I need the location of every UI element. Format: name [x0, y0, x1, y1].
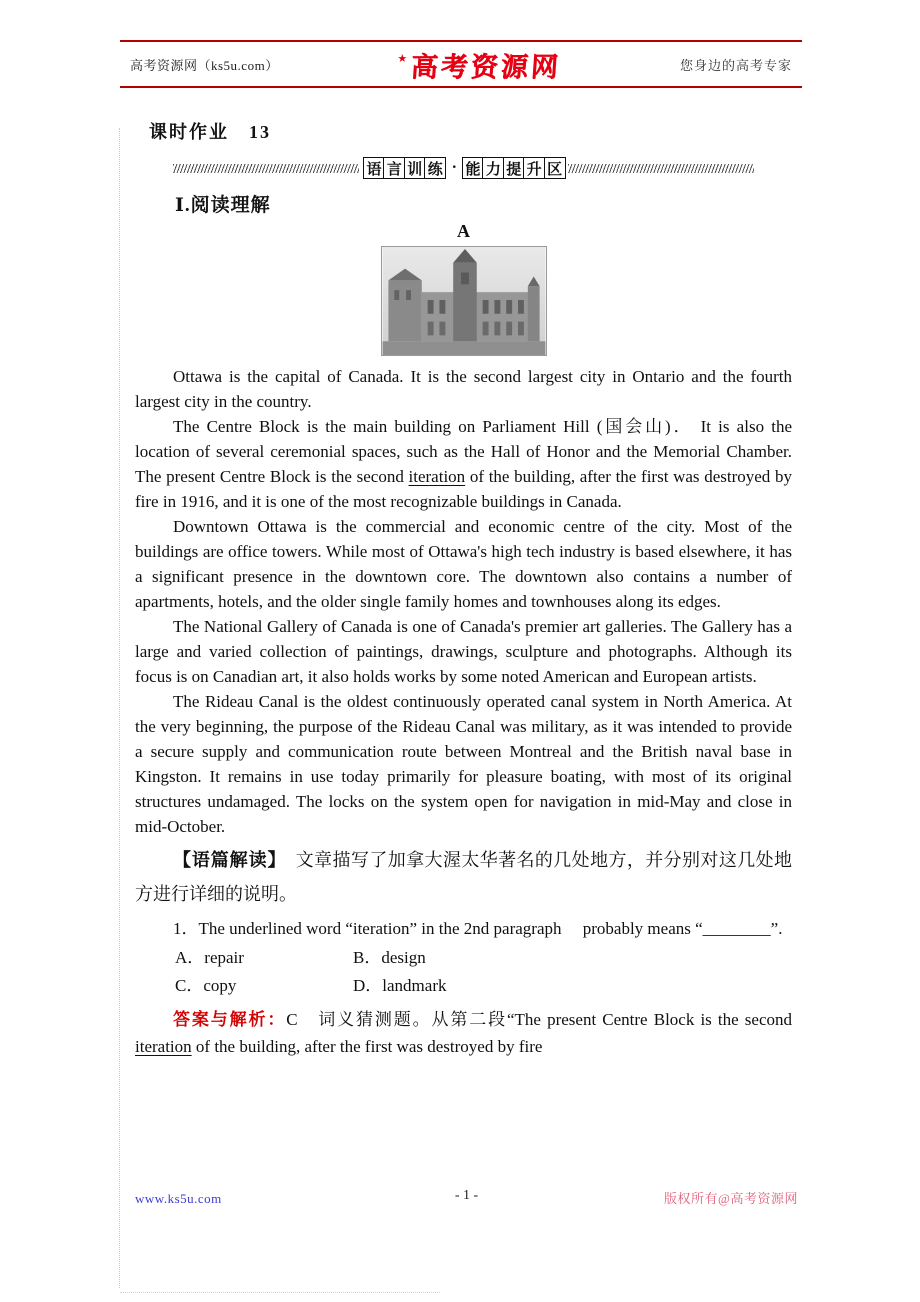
- site-logo: [397, 45, 561, 84]
- banner-char: 练: [424, 157, 446, 179]
- answer-text: of the building, after the first was destroyed by fire: [191, 1037, 543, 1056]
- banner-char: 训: [404, 157, 426, 179]
- banner-char: 提: [503, 157, 525, 179]
- answer-text: C 词义猜测题。从第二段“The present Centre Block is the second: [286, 1010, 793, 1029]
- banner-char: 升: [523, 157, 545, 179]
- banner-char: 区: [544, 157, 566, 179]
- passage-paragraph-4: The National Gallery of Canada is one of Canada's premier art galleries. The Gallery has a large and varied collection of paintings, drawings, sculpture and photographs. Although its focus is on Canadian art, it also holds works by some noted American and European artists.: [135, 617, 792, 686]
- underlined-word-iteration: iteration: [408, 467, 466, 486]
- document-body: [135, 118, 792, 1060]
- logo-text: 高考资源网: [410, 51, 563, 82]
- answer-explanation: [135, 1006, 792, 1060]
- section-heading-reading: Ⅰ.阅读理解: [175, 195, 271, 216]
- scan-artifact-bottom-line: [120, 1292, 440, 1293]
- page-header: [120, 40, 802, 88]
- banner-char: 力: [482, 157, 504, 179]
- passage-label: A: [457, 221, 470, 241]
- paragraph-2-text: The Centre Block is the main building on Parliament Hill (国会山)． It is also the location of several ceremonial spaces, such as the Hall of Honor and the Memorial Chamber. The present Centre Block is the second: [135, 417, 792, 486]
- passage-paragraph-5: The Rideau Canal is the oldest continuously operated canal system in North America. At the very beginning, the purpose of the Rideau Canal was military, as it was intended to provide a secure supply and communication route between Montreal and the British naval base in Kingston. It remains in use today primarily for pleasure boating, with most of its original structures undamaged. The locks on the system open for navigation in mid-May and close in mid-October.: [135, 692, 792, 836]
- option-b: B．design: [353, 948, 426, 967]
- footer-site-url: www.ks5u.com: [135, 1191, 222, 1206]
- option-a: A．repair: [175, 948, 244, 967]
- banner-char: 语: [363, 157, 385, 179]
- option-row: [175, 944, 792, 972]
- paragraph-2-text: of the building, after the first was destroyed by fire in 1916, and it is one of the most recognizable buildings in Canada.: [135, 467, 792, 511]
- question-1-stem: 1．The underlined word “iteration” in the 2nd paragraph probably means “________”.: [173, 919, 783, 938]
- scan-artifact-left-line: [119, 128, 120, 1288]
- passage-paragraph-1: Ottawa is the capital of Canada. It is the second largest city in Ontario and the fourth largest city in the country.: [135, 367, 792, 411]
- logo-star-icon: ★: [397, 52, 408, 65]
- page-title: 课时作业 13: [149, 122, 271, 142]
- analysis-label: 【语篇解读】: [173, 850, 278, 870]
- passage-analysis: [135, 843, 792, 911]
- section-banner: [173, 156, 754, 180]
- header-site-name: 高考资源网（ks5u.com）: [130, 57, 279, 73]
- banner-hatch-left: [173, 164, 359, 173]
- banner-char: 能: [462, 157, 484, 179]
- parliament-building-image: [381, 246, 547, 356]
- banner-char: 言: [383, 157, 405, 179]
- option-d: D．landmark: [353, 976, 447, 995]
- analysis-text: 文章描写了加拿大渥太华著名的几处地方，并分别对这几处地方进行详细的说明。: [135, 850, 793, 904]
- banner-separator-dot: ·: [451, 159, 457, 176]
- page-number: - 1 -: [454, 1188, 479, 1203]
- banner-hatch-right: [568, 164, 754, 173]
- underlined-word-iteration: iteration: [135, 1037, 192, 1056]
- passage-paragraph-3: Downtown Ottawa is the commercial and economic centre of the city. Most of the buildings are office towers. While most of Ottawa's high tech industry is based elsewhere, it has a significant presence in the downtown core. The downtown also contains a number of apartments, hotels, and the older single family homes and townhouses along its edges.: [135, 517, 792, 611]
- passage-paragraph-2: [135, 414, 792, 514]
- banner-characters: [359, 157, 568, 179]
- header-slogan: 您身边的高考专家: [679, 57, 792, 73]
- footer-copyright: 版权所有@高考资源网: [664, 1191, 798, 1206]
- page-footer: [135, 1188, 798, 1207]
- option-c: C．copy: [175, 976, 237, 995]
- answer-label: 答案与解析：: [173, 1010, 287, 1029]
- question-1-options: [135, 944, 792, 1000]
- option-row: [175, 972, 792, 1000]
